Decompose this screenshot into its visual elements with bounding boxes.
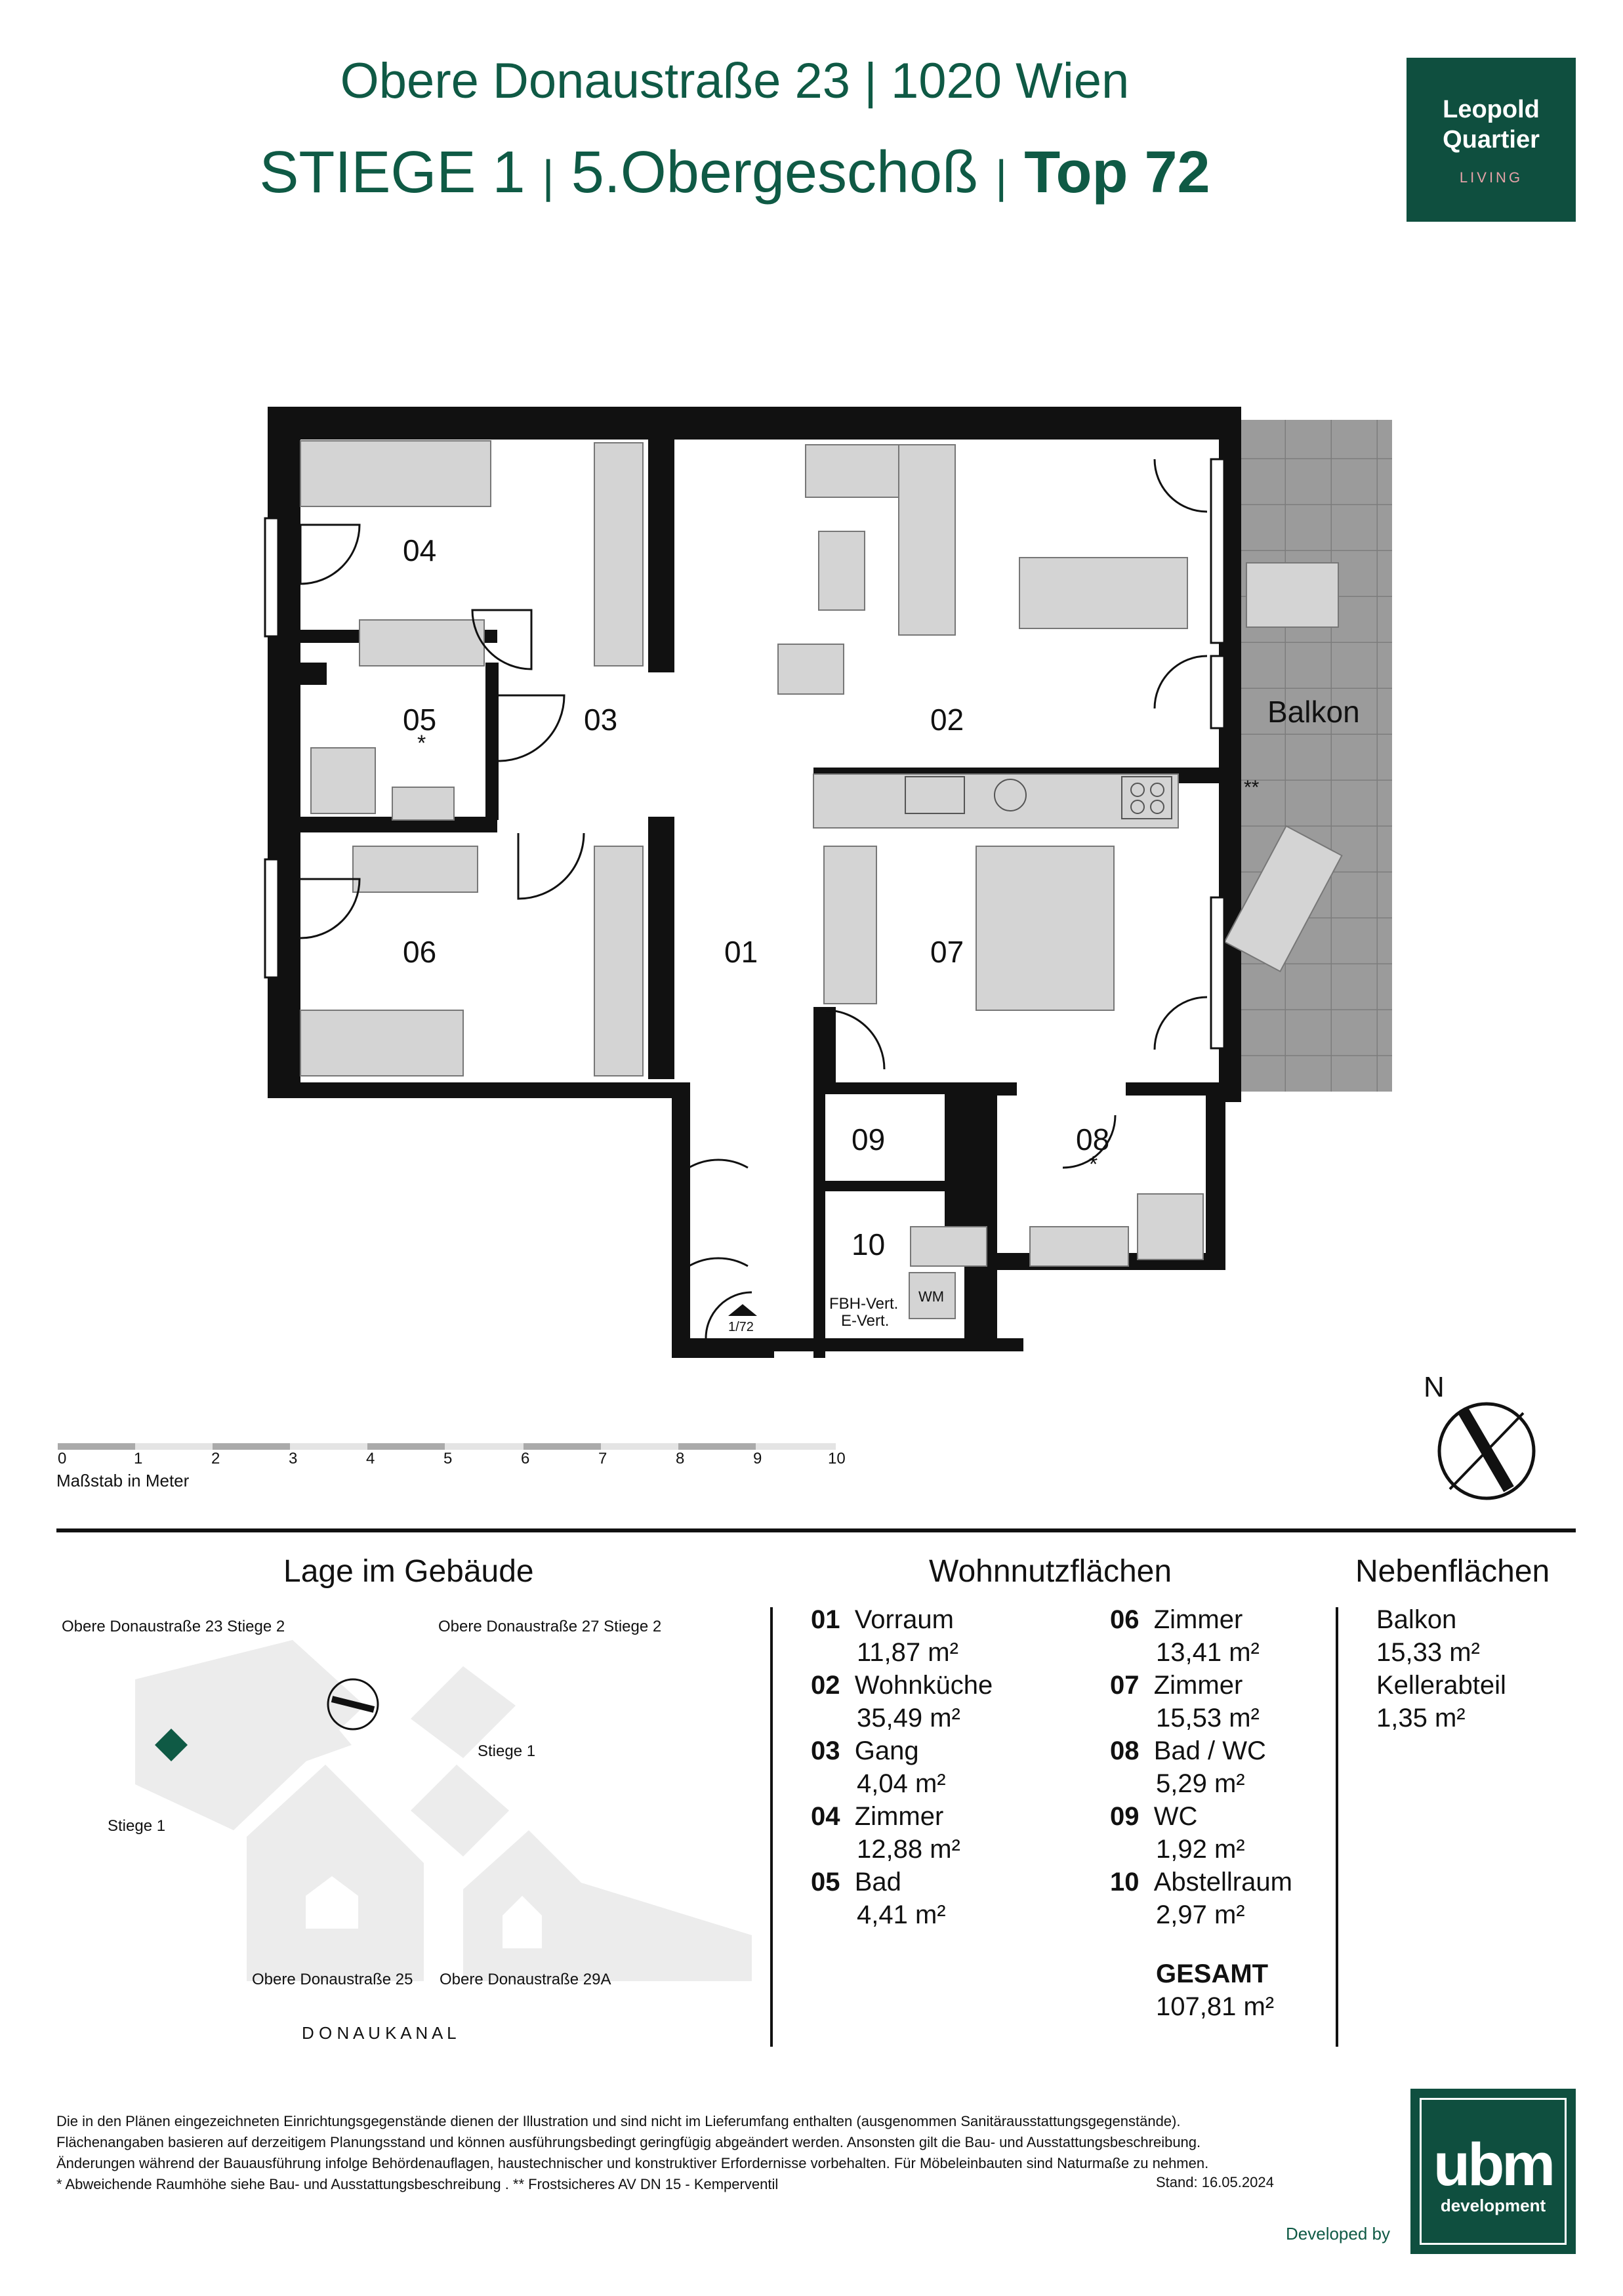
room-label-03: 03 [584, 703, 618, 737]
scale-tick: 3 [289, 1450, 298, 1467]
list-item-area: 1,92 m² [1156, 1835, 1245, 1864]
balcony-floor [1240, 420, 1392, 1092]
site-label-od23: Obere Donaustraße 23 Stiege 2 [62, 1618, 285, 1635]
balcony-label: Balkon [1267, 695, 1360, 729]
room-label-01: 01 [724, 935, 758, 969]
door-number: 1/72 [728, 1320, 754, 1334]
list-item-area: 4,04 m² [857, 1769, 946, 1798]
scale-tick: 6 [521, 1450, 530, 1467]
list-item: Balkon [1376, 1605, 1457, 1634]
scale-bar [58, 1443, 836, 1450]
wm-label: WM [918, 1288, 945, 1305]
room-label-08: 08 [1076, 1122, 1110, 1157]
room-label-05: 05 [403, 703, 437, 737]
list-item-area: 15,53 m² [1156, 1704, 1260, 1732]
scale-tick: 7 [598, 1450, 607, 1467]
room-label-10: 10 [852, 1227, 886, 1261]
list-item-area: 11,87 m² [857, 1638, 958, 1667]
ubm-logo-text: ubm [1433, 2131, 1553, 2198]
site-label-stiege1: Stiege 1 [108, 1817, 166, 1835]
separator: | [995, 151, 1008, 202]
list-item-area: 4,41 m² [857, 1900, 946, 1929]
disclaimer-line: Die in den Plänen eingezeichneten Einrichtungsgegenstände dienen der Illustration und sind nicht im Lieferumfang enthalten (ausgenommen Sanitärausstattungsgegenstände). [56, 2113, 1181, 2129]
scale-tick: 9 [753, 1450, 762, 1467]
list-item: 08 Bad / WC [1110, 1736, 1266, 1765]
fbh-label: FBH-Vert. [829, 1295, 899, 1313]
scale-tick: 2 [211, 1450, 220, 1467]
list-item-area: 15,33 m² [1376, 1638, 1480, 1667]
room-label-06: 06 [403, 935, 437, 969]
disclaimer [56, 2111, 1303, 2195]
floor-label: 5.Obergeschoß [571, 140, 979, 205]
logo-line-3: LIVING [1459, 169, 1523, 186]
ubm-logo-subtext: development [1440, 2196, 1546, 2215]
ubm-logo [1410, 2089, 1576, 2254]
list-item-area: 5,29 m² [1156, 1769, 1245, 1798]
list-item-area: 12,88 m² [857, 1835, 960, 1864]
wohn-title: Wohnnutzflächen [929, 1554, 1172, 1589]
list-item-area: 35,49 m² [857, 1704, 960, 1732]
logo-line-1: Leopold [1443, 96, 1540, 123]
scale-tick: 10 [828, 1450, 846, 1467]
wohn-col-1 [811, 1603, 993, 1931]
stiege-label: STIEGE 1 [259, 140, 525, 205]
list-item-area: 1,35 m² [1376, 1704, 1466, 1732]
compass-icon [1439, 1404, 1534, 1498]
site-label-kanal: D O N A U K A N A L [302, 2023, 457, 2043]
room-label-09: 09 [852, 1122, 886, 1157]
column-divider [1336, 1607, 1338, 2047]
list-item: 10 Abstellraum [1110, 1868, 1292, 1896]
list-item: 01 Vorraum [811, 1605, 954, 1634]
lage-title: Lage im Gebäude [283, 1554, 534, 1589]
scale-tick: 8 [676, 1450, 685, 1467]
wohn-col-2 [1110, 1603, 1292, 2023]
site-label-od25: Obere Donaustraße 25 [252, 1971, 413, 1988]
column-divider [770, 1607, 773, 2047]
top-label: Top 72 [1024, 140, 1210, 205]
disclaimer-line: Änderungen während der Bauausführung infolge Behördenauflagen, haustechnischer und konstruktiver Erfordernisse vorbehalten. Für Möbeleinbauten sind Naturmaße zu nehmen. [56, 2155, 1209, 2171]
divider [56, 1528, 1576, 1532]
list-item: 09 WC [1110, 1802, 1198, 1831]
developed-by: Developed by [1286, 2224, 1390, 2244]
entrance-arrow-icon [728, 1304, 757, 1316]
scale-tick: 4 [366, 1450, 375, 1467]
stand-date: Stand: 16.05.2024 [1156, 2174, 1274, 2190]
list-item: 05 Bad [811, 1868, 901, 1896]
list-item: 04 Zimmer [811, 1802, 944, 1831]
list-item: Kellerabteil [1376, 1671, 1506, 1700]
neben-title: Nebenflächen [1355, 1554, 1550, 1589]
neben-list [1376, 1603, 1506, 1734]
disclaimer-line: Flächenangaben basieren auf derzeitigem Planungsstand und können ausführungsbedingt geringfügig abgeändert werden. Ansonsten gilt die Bau- und Ausstattungsbeschreibung. [56, 2134, 1201, 2150]
list-item: 07 Zimmer [1110, 1671, 1243, 1700]
list-item-area: 2,97 m² [1156, 1900, 1245, 1929]
list-item: 06 Zimmer [1110, 1605, 1243, 1634]
total-label: GESAMT [1156, 1959, 1269, 1988]
scale-tick: 1 [134, 1450, 143, 1467]
total-area: 107,81 m² [1156, 1992, 1275, 2021]
separator: | [542, 151, 554, 202]
list-item-area: 13,41 m² [1156, 1638, 1260, 1667]
scale-label: Maßstab in Meter [56, 1471, 190, 1490]
list-item: 02 Wohnküche [811, 1671, 993, 1700]
site-label-stiege1: Stiege 1 [478, 1742, 536, 1760]
frost-note: ** [1244, 777, 1260, 798]
ev-label: E-Vert. [841, 1312, 890, 1330]
room-label-02: 02 [930, 703, 964, 737]
logo-line-2: Quartier [1443, 126, 1540, 154]
site-label-od29: Obere Donaustraße 29A [440, 1971, 611, 1988]
disclaimer-line: * Abweichende Raumhöhe siehe Bau- und Ausstattungsbeschreibung . ** Frostsicheres AV DN 15 - Kemperventil [56, 2176, 779, 2192]
star-note: * [1089, 1152, 1098, 1177]
list-item: 03 Gang [811, 1736, 919, 1765]
address-title: Obere Donaustraße 23 | 1020 Wien [340, 53, 1130, 109]
site-label-od27: Obere Donaustraße 27 Stiege 2 [438, 1618, 662, 1635]
scale-tick: 5 [443, 1450, 453, 1467]
north-label: N [1424, 1371, 1445, 1403]
room-label-07: 07 [930, 935, 964, 969]
star-note: * [417, 731, 426, 756]
scale-tick: 0 [58, 1450, 67, 1467]
room-label-04: 04 [403, 533, 437, 567]
